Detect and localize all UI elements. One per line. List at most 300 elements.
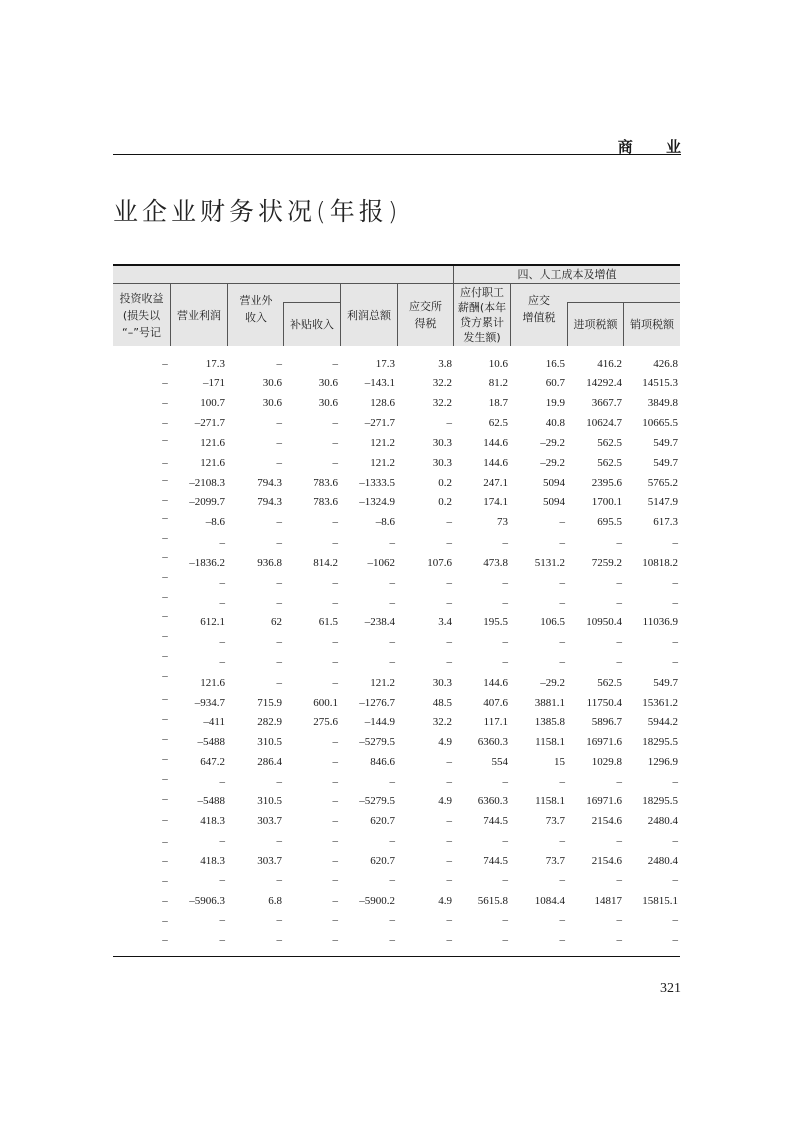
table-cell: –	[332, 516, 338, 528]
table-cell: –5906.3	[189, 895, 225, 907]
table-cell: 3.4	[438, 616, 452, 628]
table-cell: –	[332, 874, 338, 886]
table-cell: 620.7	[370, 815, 395, 827]
table-row	[113, 534, 680, 552]
table-cell: –29.2	[540, 677, 565, 689]
investment-income-cell: –	[162, 591, 168, 603]
table-cell: –	[502, 656, 508, 668]
table-cell: –	[559, 874, 565, 886]
table-cell: 1385.8	[534, 716, 565, 728]
table-cell: 1700.1	[591, 496, 622, 508]
table-cell: –	[332, 776, 338, 788]
table-cell: –	[332, 855, 338, 867]
table-cell: 121.6	[200, 677, 225, 689]
table-cell: 11750.4	[586, 697, 622, 709]
table-cell: 600.1	[313, 697, 338, 709]
table-row	[113, 554, 680, 572]
table-cell: –	[332, 914, 338, 926]
table-cell: 549.7	[653, 437, 678, 449]
table-cell: –	[672, 914, 678, 926]
table-cell: 426.8	[653, 358, 678, 370]
col-header-input-tax: 进项税额	[573, 318, 618, 331]
table-cell: 1029.8	[591, 756, 622, 768]
table-row	[113, 753, 680, 771]
table-cell: –238.4	[364, 616, 395, 628]
table-row	[113, 773, 680, 791]
table-cell: 32.2	[432, 716, 452, 728]
table-cell: –	[672, 577, 678, 589]
table-cell: –	[332, 457, 338, 469]
table-cell: 16971.6	[586, 736, 622, 748]
table-cell: –	[446, 597, 452, 609]
table-cell: –	[389, 577, 395, 589]
table-cell: –8.6	[205, 516, 225, 528]
table-cell: 60.7	[545, 377, 565, 389]
investment-income-cell: –	[162, 836, 168, 848]
table-cell: –	[446, 934, 452, 946]
table-cell: –8.6	[375, 516, 395, 528]
table-cell: –	[219, 656, 225, 668]
table-cell: 10950.4	[586, 616, 622, 628]
table-cell: 10.6	[488, 358, 508, 370]
table-cell: 81.2	[488, 377, 508, 389]
table-cell: –271.7	[194, 417, 225, 429]
table-cell: –	[276, 577, 282, 589]
table-cell: 2154.6	[591, 855, 622, 867]
table-cell: 144.6	[483, 677, 508, 689]
table-cell: –	[559, 577, 565, 589]
table-cell: 1296.9	[647, 756, 678, 768]
table-cell: 286.4	[257, 756, 282, 768]
table-cell: 794.3	[257, 477, 282, 489]
table-cell: –	[389, 835, 395, 847]
table-cell: 6360.3	[477, 795, 508, 807]
table-cell: 554	[491, 756, 508, 768]
table-cell: 1158.1	[535, 736, 565, 748]
table-cell: –	[219, 776, 225, 788]
table-row	[113, 694, 680, 712]
col-header-non-operating-income: 营业外 收入	[239, 294, 273, 324]
table-row	[113, 513, 680, 531]
table-cell: 715.9	[257, 697, 282, 709]
investment-income-cell: –	[162, 571, 168, 583]
table-row	[113, 493, 680, 511]
table-cell: –411	[203, 716, 225, 728]
investment-income-cell: –	[162, 494, 168, 506]
table-cell: –	[219, 537, 225, 549]
table-cell: –	[276, 874, 282, 886]
investment-income-cell: –	[162, 417, 168, 429]
table-cell: –	[332, 677, 338, 689]
investment-income-cell: –	[162, 895, 168, 907]
table-cell: 5094	[543, 477, 565, 489]
table-cell: –	[446, 577, 452, 589]
table-row	[113, 594, 680, 612]
table-cell: 247.1	[483, 477, 508, 489]
table-cell: –	[389, 597, 395, 609]
table-cell: 100.7	[200, 397, 225, 409]
table-cell: 3.8	[438, 358, 452, 370]
table-cell: –	[446, 855, 452, 867]
table-cell: –	[559, 914, 565, 926]
table-cell: 30.6	[318, 397, 338, 409]
table-cell: 5896.7	[591, 716, 622, 728]
table-header	[113, 264, 680, 346]
table-cell: 695.5	[597, 516, 622, 528]
table-cell: –	[276, 636, 282, 648]
table-cell: 5147.9	[647, 496, 678, 508]
table-cell: –	[672, 934, 678, 946]
table-cell: –	[219, 835, 225, 847]
table-cell: 5615.8	[477, 895, 508, 907]
table-cell: –	[672, 874, 678, 886]
table-cell: 62.5	[488, 417, 508, 429]
table-cell: –	[559, 597, 565, 609]
table-cell: –	[502, 934, 508, 946]
table-row	[113, 832, 680, 850]
table-cell: –	[616, 874, 622, 886]
table-cell: –1333.5	[359, 477, 395, 489]
table-cell: –	[446, 815, 452, 827]
investment-income-cell: –	[162, 512, 168, 524]
table-cell: 3667.7	[591, 397, 622, 409]
table-cell: 562.5	[597, 457, 622, 469]
table-cell: –	[276, 437, 282, 449]
table-cell: 5131.2	[534, 557, 565, 569]
table-cell: –271.7	[364, 417, 395, 429]
table-row	[113, 792, 680, 810]
table-cell: 282.9	[257, 716, 282, 728]
table-cell: 647.2	[200, 756, 225, 768]
table-cell: –	[446, 776, 452, 788]
table-cell: 620.7	[370, 855, 395, 867]
table-cell: –5488	[197, 795, 225, 807]
table-row	[113, 733, 680, 751]
table-cell: 16.5	[545, 358, 565, 370]
table-cell: –	[332, 756, 338, 768]
table-cell: –	[616, 636, 622, 648]
table-cell: –	[332, 636, 338, 648]
table-cell: –	[502, 577, 508, 589]
table-cell: 30.3	[432, 437, 452, 449]
table-cell: –	[389, 874, 395, 886]
table-row	[113, 574, 680, 592]
group-header-labor-cost: 四、人工成本及增值	[517, 268, 617, 281]
table-cell: 14292.4	[586, 377, 622, 389]
col-header-total-profit: 利润总额	[347, 308, 391, 322]
table-cell: 783.6	[313, 477, 338, 489]
col-header-operating-profit: 营业利润	[177, 308, 221, 322]
table-cell: 121.2	[370, 677, 395, 689]
table-row	[113, 871, 680, 889]
table-cell: 30.6	[262, 397, 282, 409]
table-cell: 11036.9	[642, 616, 678, 628]
table-cell: 106.5	[540, 616, 565, 628]
investment-income-cell: –	[162, 934, 168, 946]
table-cell: –171	[203, 377, 225, 389]
table-cell: –	[219, 914, 225, 926]
table-cell: 128.6	[370, 397, 395, 409]
table-cell: 303.7	[257, 855, 282, 867]
table-cell: –	[616, 914, 622, 926]
table-cell: –	[616, 597, 622, 609]
table-cell: 416.2	[597, 358, 622, 370]
section-label: 商 业	[617, 138, 695, 156]
table-cell: 195.5	[483, 616, 508, 628]
table-cell: –143.1	[364, 377, 395, 389]
table-cell: –	[332, 835, 338, 847]
table-cell: 0.2	[438, 477, 452, 489]
table-row	[113, 434, 680, 452]
table-cell: 117.1	[483, 716, 508, 728]
table-cell: –	[502, 636, 508, 648]
table-cell: –	[276, 914, 282, 926]
table-cell: –5900.2	[359, 895, 395, 907]
table-cell: –	[502, 835, 508, 847]
table-cell: 744.5	[483, 855, 508, 867]
table-cell: 14515.3	[642, 377, 678, 389]
table-cell: 6.8	[268, 895, 282, 907]
col-header-payroll: 应付职工 薪酬(本年 贷方累计 发生额)	[457, 286, 507, 344]
investment-income-cell: –	[162, 457, 168, 469]
table-cell: –	[276, 835, 282, 847]
table-row	[113, 931, 680, 949]
table-cell: –934.7	[194, 697, 225, 709]
table-cell: –	[332, 736, 338, 748]
col-header-income-tax: 应交所 得税	[409, 300, 442, 330]
table-cell: 121.2	[370, 437, 395, 449]
table-cell: 144.6	[483, 457, 508, 469]
table-cell: 562.5	[597, 437, 622, 449]
investment-income-cell: –	[162, 773, 168, 785]
table-cell: 5094	[543, 496, 565, 508]
table-cell: –5488	[197, 736, 225, 748]
table-cell: –2108.3	[189, 477, 225, 489]
table-row	[113, 911, 680, 929]
table-cell: –	[276, 358, 282, 370]
table-cell: –	[389, 537, 395, 549]
table-cell: 617.3	[653, 516, 678, 528]
table-cell: 32.2	[432, 377, 452, 389]
table-cell: –	[219, 577, 225, 589]
table-cell: –1324.9	[359, 496, 395, 508]
table-cell: 144.6	[483, 437, 508, 449]
table-cell: –	[276, 934, 282, 946]
table-cell: –	[332, 437, 338, 449]
table-cell: 4.9	[438, 895, 452, 907]
table-cell: –	[446, 914, 452, 926]
col-header-vat-payable: 应交 增值税	[522, 294, 556, 324]
table-cell: 2480.4	[647, 815, 678, 827]
investment-income-cell: –	[162, 434, 168, 446]
table-cell: –	[332, 795, 338, 807]
table-cell: –	[219, 597, 225, 609]
table-row	[113, 374, 680, 392]
table-row	[113, 454, 680, 472]
table-row	[113, 633, 680, 651]
table-row	[113, 812, 680, 830]
table-cell: –2099.7	[189, 496, 225, 508]
investment-income-cell: –	[162, 693, 168, 705]
table-cell: 30.3	[432, 677, 452, 689]
table-cell: 4.9	[438, 736, 452, 748]
table-cell: 303.7	[257, 815, 282, 827]
table-cell: 783.6	[313, 496, 338, 508]
investment-income-cell: –	[162, 532, 168, 544]
table-cell: 48.5	[432, 697, 452, 709]
table-cell: 3849.8	[647, 397, 678, 409]
table-cell: 5765.2	[647, 477, 678, 489]
investment-income-cell: –	[162, 377, 168, 389]
investment-income-cell: –	[162, 397, 168, 409]
table-cell: 121.2	[370, 457, 395, 469]
table-row	[113, 892, 680, 910]
col-header-subsidy-income: 补贴收入	[290, 318, 334, 331]
investment-income-cell: –	[162, 855, 168, 867]
table-cell: 3881.1	[534, 697, 565, 709]
table-cell: –29.2	[540, 457, 565, 469]
table-cell: –	[559, 636, 565, 648]
table-cell: 418.3	[200, 855, 225, 867]
investment-income-cell: –	[162, 630, 168, 642]
table-cell: –	[446, 537, 452, 549]
table-cell: –	[616, 835, 622, 847]
table-cell: –	[616, 656, 622, 668]
table-cell: –	[616, 537, 622, 549]
table-cell: 14817	[594, 895, 622, 907]
table-cell: 61.5	[318, 616, 338, 628]
table-row	[113, 713, 680, 731]
table-cell: 30.6	[318, 377, 338, 389]
table-row	[113, 414, 680, 432]
table-cell: –	[559, 656, 565, 668]
table-cell: 2154.6	[591, 815, 622, 827]
table-cell: –	[559, 934, 565, 946]
table-cell: –5279.5	[359, 795, 395, 807]
table-cell: –	[276, 537, 282, 549]
table-cell: –	[276, 776, 282, 788]
table-cell: –	[276, 656, 282, 668]
table-cell: –	[276, 516, 282, 528]
table-cell: –1062	[367, 557, 395, 569]
table-cell: –	[672, 776, 678, 788]
table-cell: 30.3	[432, 457, 452, 469]
table-cell: 4.9	[438, 795, 452, 807]
table-cell: 549.7	[653, 457, 678, 469]
table-cell: –	[389, 934, 395, 946]
table-cell: 17.3	[205, 358, 225, 370]
table-cell: 407.6	[483, 697, 508, 709]
table-cell: –	[332, 934, 338, 946]
investment-income-cell: –	[162, 713, 168, 725]
header-rule	[113, 154, 681, 155]
table-cell: –	[446, 417, 452, 429]
table-cell: –	[502, 914, 508, 926]
table-cell: –	[332, 417, 338, 429]
table-cell: –	[219, 874, 225, 886]
table-cell: –1836.2	[189, 557, 225, 569]
table-cell: 6360.3	[477, 736, 508, 748]
table-row	[113, 394, 680, 412]
table-cell: 1158.1	[535, 795, 565, 807]
table-cell: 40.8	[545, 417, 565, 429]
table-row	[113, 653, 680, 671]
table-cell: 0.2	[438, 496, 452, 508]
table-cell: –	[616, 776, 622, 788]
table-cell: –	[672, 636, 678, 648]
table-cell: –	[389, 776, 395, 788]
table-cell: 744.5	[483, 815, 508, 827]
table-cell: 846.6	[370, 756, 395, 768]
table-cell: 174.1	[483, 496, 508, 508]
table-cell: –	[332, 895, 338, 907]
investment-income-cell: –	[162, 915, 168, 927]
table-cell: 18.7	[488, 397, 508, 409]
table-cell: 62	[271, 616, 282, 628]
table-cell: –	[672, 597, 678, 609]
page-number: 321	[660, 981, 681, 996]
table-cell: –	[389, 914, 395, 926]
table-cell: –	[332, 577, 338, 589]
table-cell: –	[276, 677, 282, 689]
table-cell: 107.6	[427, 557, 452, 569]
table-cell: –	[276, 417, 282, 429]
table-cell: 32.2	[432, 397, 452, 409]
table-cell: –1276.7	[359, 697, 395, 709]
investment-income-cell: –	[162, 753, 168, 765]
table-cell: 473.8	[483, 557, 508, 569]
investment-income-cell: –	[162, 551, 168, 563]
table-cell: –	[446, 756, 452, 768]
table-row	[113, 474, 680, 492]
table-cell: –	[559, 516, 565, 528]
table-cell: 612.1	[200, 616, 225, 628]
table-cell: –	[559, 835, 565, 847]
table-cell: –29.2	[540, 437, 565, 449]
table-cell: 73	[497, 516, 508, 528]
table-cell: 121.6	[200, 457, 225, 469]
investment-income-cell: –	[162, 474, 168, 486]
table-cell: 5944.2	[647, 716, 678, 728]
table-cell: –	[672, 835, 678, 847]
table-cell: –	[446, 835, 452, 847]
table-cell: 310.5	[257, 736, 282, 748]
table-cell: 73.7	[545, 815, 565, 827]
table-row	[113, 355, 680, 373]
table-cell: –5279.5	[359, 736, 395, 748]
table-cell: 275.6	[313, 716, 338, 728]
table-cell: 7259.2	[591, 557, 622, 569]
table-cell: –144.9	[364, 716, 395, 728]
table-cell: –	[276, 597, 282, 609]
table-cell: –	[332, 537, 338, 549]
table-cell: –	[502, 537, 508, 549]
table-cell: –	[332, 358, 338, 370]
table-cell: 18295.5	[642, 795, 678, 807]
table-cell: –	[616, 577, 622, 589]
table-cell: 794.3	[257, 496, 282, 508]
table-cell: 16971.6	[586, 795, 622, 807]
table-cell: 10624.7	[586, 417, 622, 429]
table-cell: –	[332, 815, 338, 827]
table-cell: –	[559, 537, 565, 549]
table-cell: –	[672, 537, 678, 549]
table-cell: –	[332, 597, 338, 609]
investment-income-cell: –	[162, 793, 168, 805]
table-row	[113, 613, 680, 631]
table-cell: 18295.5	[642, 736, 678, 748]
table-cell: –	[502, 597, 508, 609]
